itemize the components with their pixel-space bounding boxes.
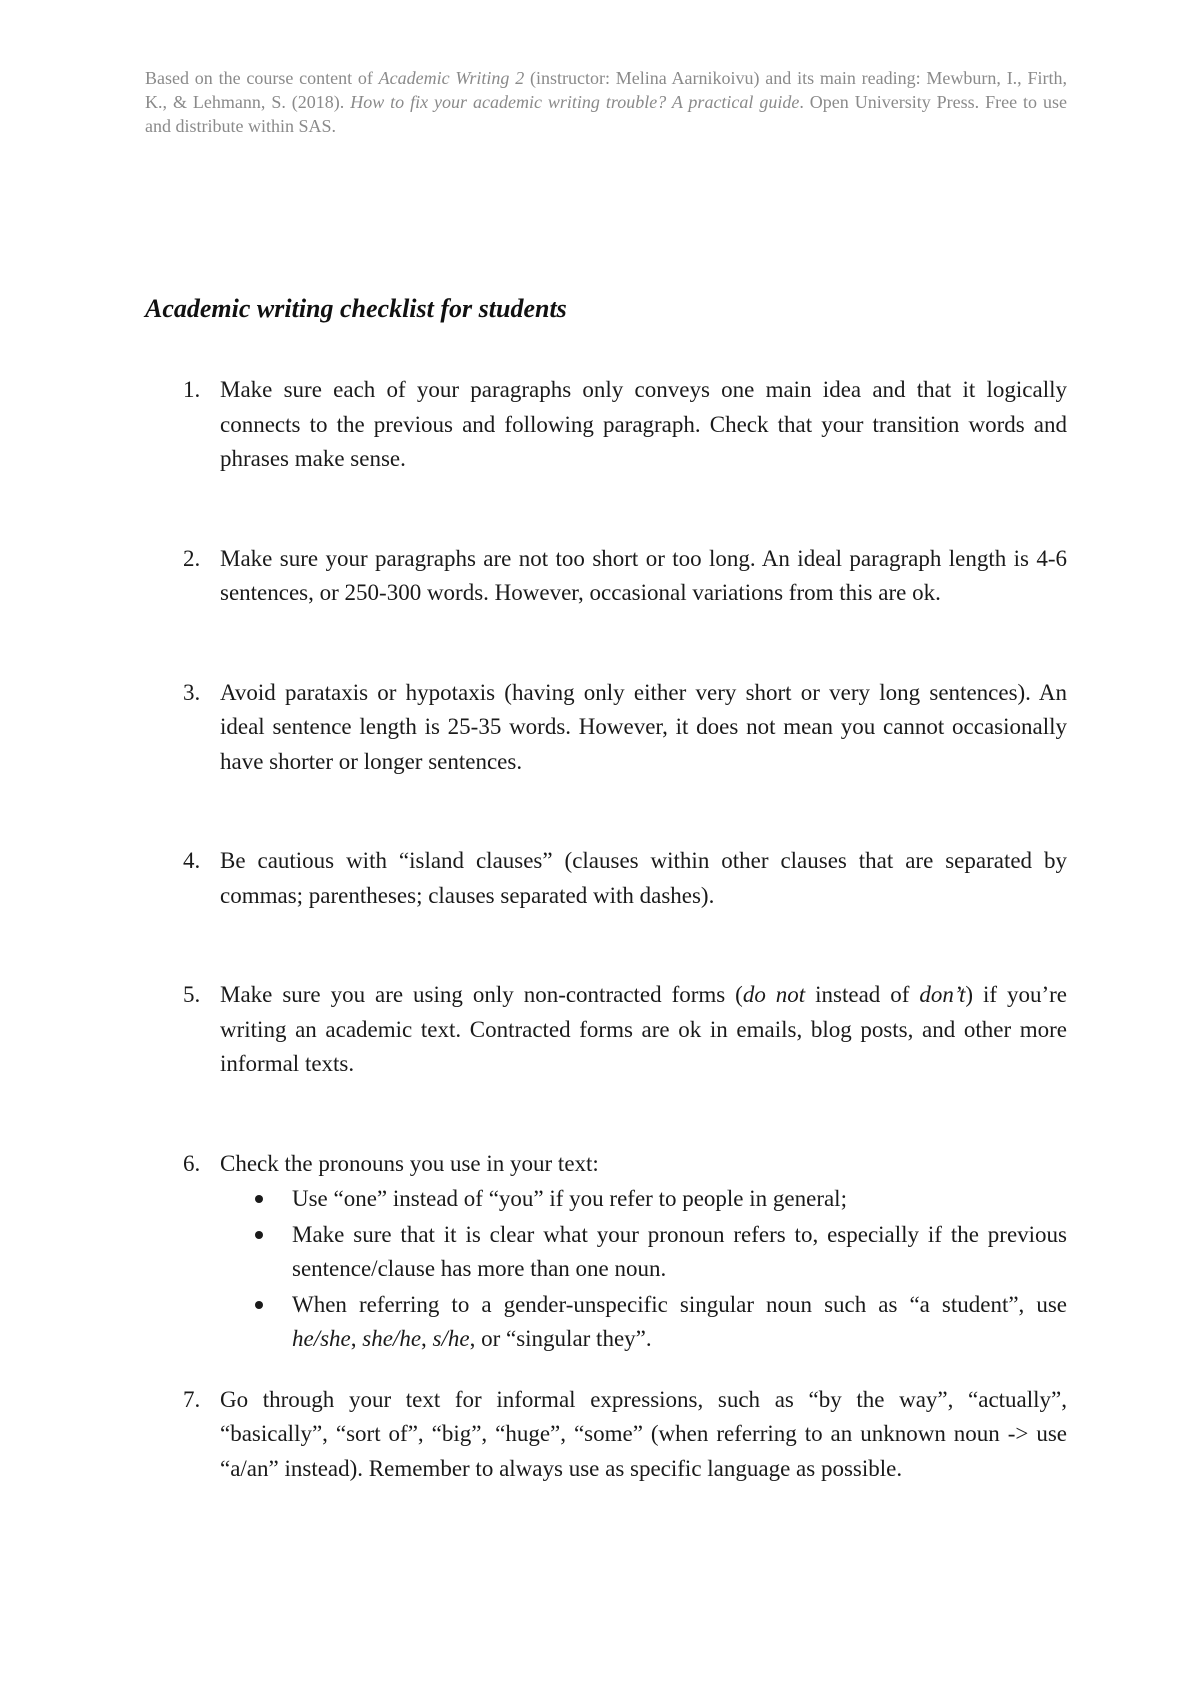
- item-text-italic: don’t: [919, 982, 966, 1007]
- item-text: Go through your text for informal expressions, such as “by the way”, “actually”, “basically”, “sort of”, “big”, “huge”, “some” (when referring to an unknown noun -> use “a/an” instead). Remember to always use as specific language as possible.: [220, 1386, 1067, 1481]
- item-text: ) if you’re writing an academic text. Contracted forms are ok in emails, blog posts, and other more informal texts.: [220, 982, 1067, 1076]
- bullet-text: Use “one” instead of “you” if you refer to people in general;: [292, 1186, 847, 1211]
- item-text: Avoid parataxis or hypotaxis (having only either very short or very long sentences). An ideal sentence length is 25-35 words. However, it does not mean you cannot occasionally have shorter or longer sentences.: [220, 679, 1067, 774]
- checklist-item: [145, 1147, 1067, 1357]
- bullet-text: ,: [421, 1326, 433, 1351]
- bullet-list: [220, 1182, 1067, 1357]
- bullet-text: , or “singular they”.: [469, 1326, 652, 1351]
- item-number: 1.: [183, 377, 201, 402]
- item-text: Make sure your paragraphs are not too short or too long. An ideal paragraph length is 4-6 sentences, or 250-300 words. However, occasional variations from this are ok.: [220, 545, 1067, 605]
- bullet-text: ,: [350, 1326, 363, 1351]
- bullet-text-italic: she/he: [362, 1326, 422, 1351]
- source-note: [145, 66, 1067, 138]
- book-title: How to fix your academic writing trouble? A practical guide: [350, 92, 800, 112]
- item-number: 5.: [183, 982, 201, 1007]
- bullet-item: [220, 1182, 1067, 1217]
- item-text: Check the pronouns you use in your text:: [220, 1150, 599, 1176]
- item-text: Make sure you are using only non-contracted forms (: [220, 982, 743, 1007]
- checklist-item: [145, 978, 1067, 1082]
- item-text: Be cautious with “island clauses” (clauses within other clauses that are separated by commas; parentheses; clauses separated with dashes).: [220, 848, 1067, 908]
- item-text-italic: do not: [742, 982, 806, 1007]
- checklist-item: [145, 844, 1067, 913]
- item-number: 3.: [183, 679, 201, 705]
- checklist-item: [145, 676, 1067, 780]
- bullet-item: [220, 1218, 1067, 1287]
- source-note-text: (instructor: Melina Aarnikoivu) and its main reading: Mewburn, I., Firth, K., & Lehmann, S. (2018).: [145, 68, 1067, 112]
- bullet-text-italic: he/she: [292, 1326, 351, 1351]
- item-number: 7.: [183, 1386, 201, 1412]
- bullet-item: [220, 1288, 1067, 1357]
- page-title: Academic writing checklist for students: [145, 294, 567, 323]
- item-text: instead of: [805, 982, 920, 1007]
- checklist-item: [145, 542, 1067, 611]
- bullet-text: When referring to a gender-unspecific singular noun such as “a student”, use: [292, 1291, 1067, 1317]
- source-note-text: . Open University Press. Free to use and distribute within SAS.: [145, 92, 1067, 136]
- checklist-item: [145, 373, 1067, 477]
- bullet-icon: [255, 1301, 263, 1309]
- checklist-item: [145, 1383, 1067, 1487]
- item-number: 6.: [183, 1150, 201, 1176]
- course-name: Academic Writing 2: [378, 68, 525, 88]
- bullet-text-italic: s/he: [432, 1326, 470, 1351]
- bullet-text: Make sure that it is clear what your pronoun refers to, especially if the previous sentence/clause has more than one noun.: [292, 1221, 1067, 1281]
- source-note-text: Based on the course content of: [145, 68, 379, 88]
- item-text: Make sure each of your paragraphs only conveys one main idea and that it logically connects to the previous and following paragraph. Check that your transition words and phrases make sense.: [220, 377, 1067, 471]
- item-number: 2.: [183, 545, 201, 571]
- bullet-icon: [255, 1231, 263, 1239]
- item-number: 4.: [183, 848, 201, 873]
- checklist: [145, 373, 1067, 1486]
- bullet-icon: [255, 1195, 263, 1203]
